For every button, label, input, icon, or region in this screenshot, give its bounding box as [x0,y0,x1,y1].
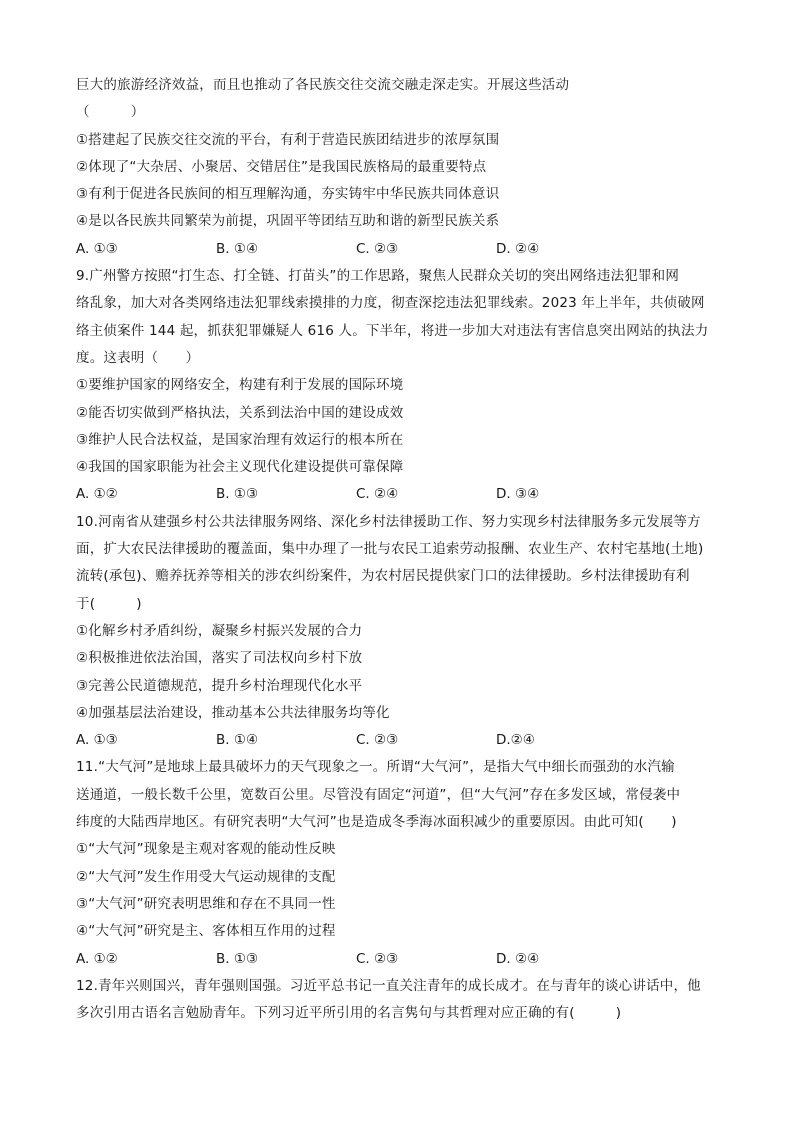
q11-stem-line-2: 送通道，一般长数千公里，宽数百公里。尽管没有固定“河道”，但“大气河”存在多发区域，常侵袭中 [76,786,681,803]
q11-option-d[interactable]: D. ②④ [496,950,540,967]
q10-option-c[interactable]: C. ②③ [356,732,399,749]
q9-option-b[interactable]: B. ①③ [216,486,259,503]
q10-stem-line-4: 于( ) [76,595,142,612]
q8-stem-continuation: 巨大的旅游经济效益，而且也推动了各民族交往交流交融走深走实。开展这些活动 [76,77,570,93]
q12-stem-line-1: 12.青年兴则国兴，青年强则国强。习近平总书记一直关注青年的成长成才。在与青年的谈心讲话中，他 [76,977,701,994]
q10-option-b[interactable]: B. ①④ [216,732,259,749]
q10-item-2: ②积极推进依法治国，落实了司法权向乡村下放 [76,650,363,667]
q9-item-2: ②能否切实做到严格执法，关系到法治中国的建设成效 [76,404,404,421]
q9-option-d[interactable]: D. ③④ [496,486,540,503]
q11-options [76,946,726,973]
q9-option-c[interactable]: C. ②④ [356,486,399,503]
q9-stem-line-1: 9.广州警方按照“打生态、打全链、打苗头”的工作思路，聚焦人民群众关切的突出网络违法犯罪和网 [76,268,680,285]
q9-stem-line-4: 度。这表明（ ） [76,349,200,366]
q9-option-a[interactable]: A. ①② [76,486,118,503]
q11-option-c[interactable]: C. ②③ [356,950,399,967]
q10-stem-line-1: 10.河南省从建强乡村公共法律服务网络、深化乡村法律援助工作、努力实现乡村法律服务多元发展等方 [76,513,701,530]
q12-stem-line-2: 多次引用古语名言勉励青年。下列习近平所引用的名言隽句与其哲理对应正确的有( ) [76,1005,622,1022]
q8-item-1: ①搭建起了民族交往交流的平台，有利于营造民族团结进步的浓厚氛围 [76,131,500,148]
q9-options [76,481,726,508]
q8-option-a[interactable]: A. ①③ [76,240,118,257]
q10-stem-line-2: 面，扩大农民法律援助的覆盖面，集中办理了一批与农民工追索劳动报酬、农业生产、农村宅基地(土地) [76,541,704,558]
q11-item-2: ②“大气河”发生作用受大气运动规律的支配 [76,868,336,885]
q11-stem-line-3: 纬度的大陆西岸地区。有研究表明“大气河”也是造成冬季海冰面积减少的重要原因。由此可知( ) [76,814,677,831]
q8-option-b[interactable]: B. ①④ [216,240,259,257]
q10-stem-line-3: 流转(承包)、赡养抚养等相关的涉农纠纷案件，为农村居民提供家门口的法律援助。乡村法律援助有利 [76,568,690,585]
q10-option-d[interactable]: D.②④ [496,732,535,749]
q11-option-a[interactable]: A. ①② [76,950,118,967]
q8-item-4: ④是以各民族共同繁荣为前提，巩固平等团结互助和谐的新型民族关系 [76,213,500,230]
q9-stem-line-3: 络主侦案件 144 起，抓获犯罪嫌疑人 616 人。下半年，将进一步加大对违法有害信息突出网站的执法力 [76,322,709,339]
question-content [76,72,726,1027]
q9-item-4: ④我国的国家职能为社会主义现代化建设提供可靠保障 [76,459,404,476]
q11-stem-line-1: 11.“大气河”是地球上最具破坏力的天气现象之一。所谓“大气河”，是指大气中细长而强劲的水汽输 [76,759,675,776]
q10-item-3: ③完善公民道德规范，提升乡村治理现代化水平 [76,677,363,694]
q10-item-1: ①化解乡村矛盾纠纷，凝聚乡村振兴发展的合力 [76,622,363,639]
q10-item-4: ④加强基层法治建设，推动基本公共法律服务均等化 [76,704,390,721]
q8-option-c[interactable]: C. ②③ [356,240,399,257]
q8-item-3: ③有利于促进各民族间的相互理解沟通，夯实铸牢中华民族共同体意识 [76,186,500,203]
q11-item-3: ③“大气河”研究表明思维和存在不具同一性 [76,895,336,912]
q8-options [76,236,726,263]
q8-item-2: ②体现了“大杂居、小聚居、交错居住”是我国民族格局的最重要特点 [76,158,487,175]
q10-option-a[interactable]: A. ①③ [76,732,118,749]
q9-item-1: ①要维护国家的网络安全，构建有利于发展的国际环境 [76,377,404,394]
q9-stem-line-2: 络乱象，加大对各类网络违法犯罪线索摸排的力度，彻查深挖违法犯罪线索。2023 年上半年，共侦破网 [76,295,705,312]
q11-option-b[interactable]: B. ①③ [216,950,259,967]
q11-item-1: ①“大气河”现象是主观对客观的能动性反映 [76,841,336,858]
q9-item-3: ③维护人民合法权益，是国家治理有效运行的根本所在 [76,431,404,448]
q11-item-4: ④“大气河”研究是主、客体相互作用的过程 [76,923,336,940]
q8-answer-blank: （ ） [76,104,145,121]
q10-options [76,727,726,754]
q8-option-d[interactable]: D. ②④ [496,240,540,257]
